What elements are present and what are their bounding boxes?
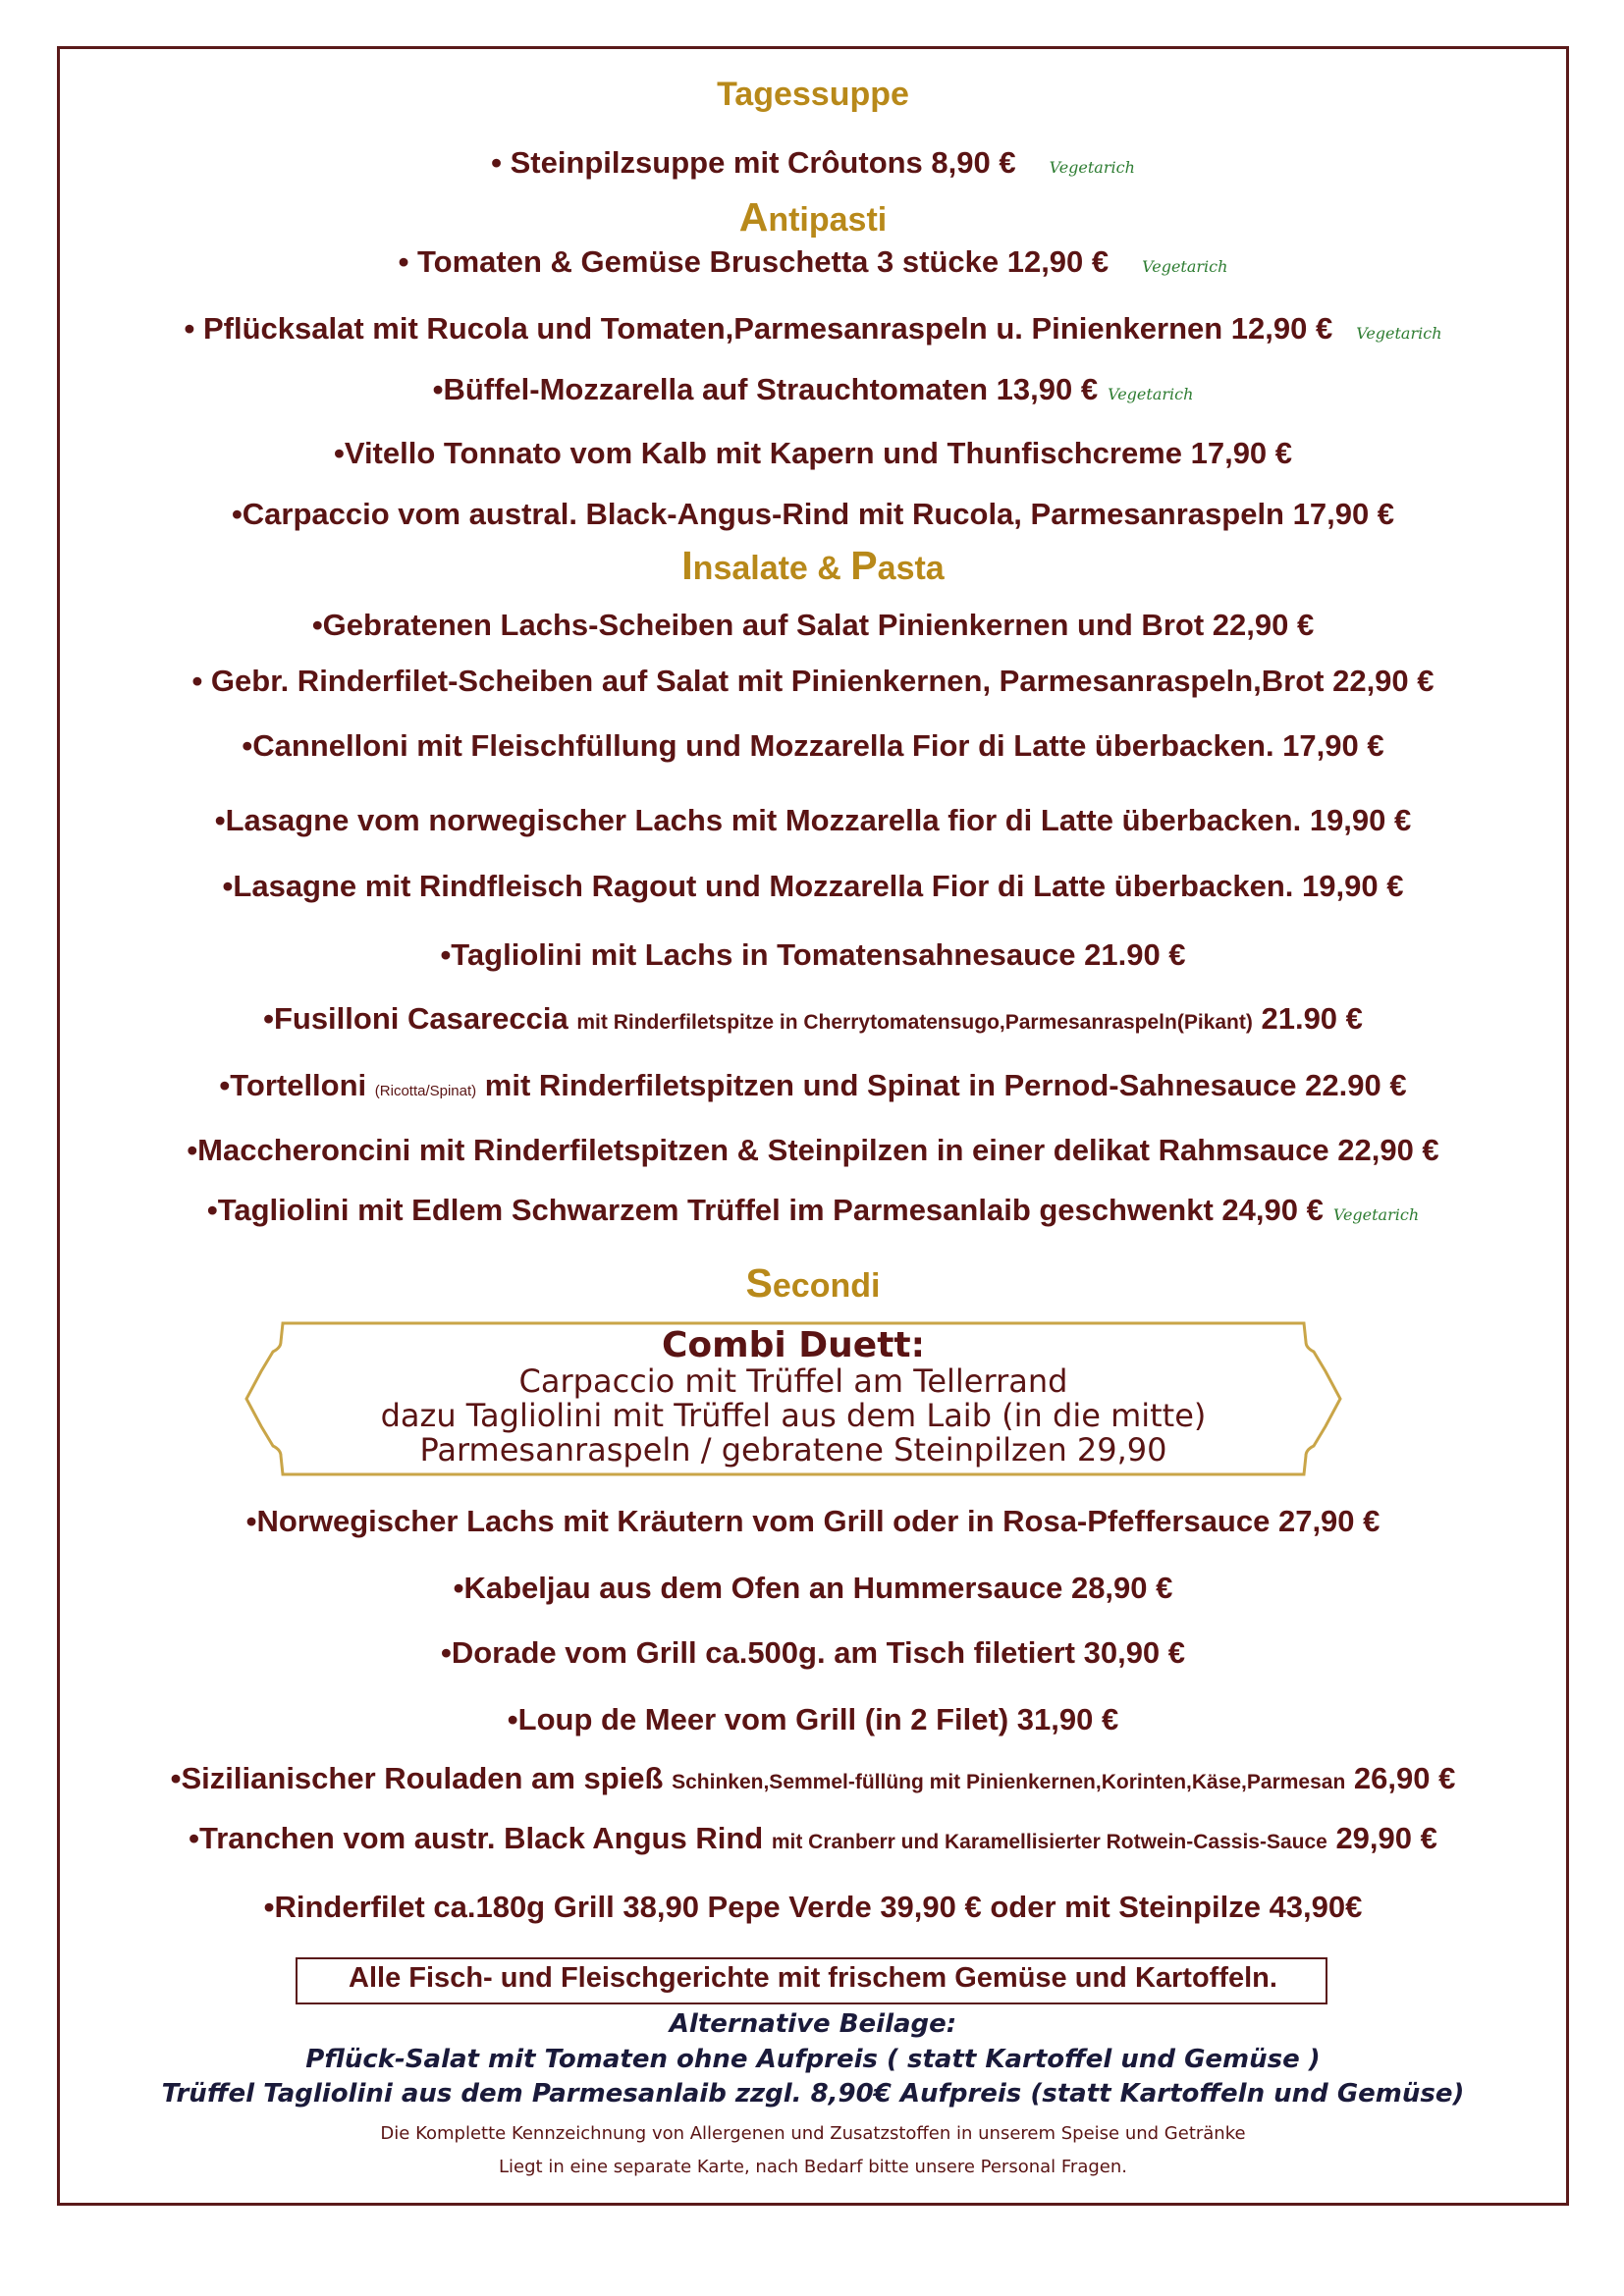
item-text: •Tranchen vom austr. Black Angus Rind — [189, 1821, 772, 1855]
item-description: (Ricotta/Spinat) — [374, 1083, 477, 1099]
vegetarian-label: Vegetarich — [1332, 1205, 1420, 1224]
vegetarian-label: Vegetarich — [1049, 158, 1135, 177]
menu-item-steinpilzsuppe — [57, 145, 1569, 181]
item-text: •Carpaccio vom austral. Black-Angus-Rind mit Rucola, Parmesanraspeln 17,90 € — [231, 497, 1395, 531]
section-tagessuppe — [57, 76, 1569, 114]
menu-item-cannelloni — [57, 728, 1569, 764]
item-text: • Pflücksalat mit Rucola und Tomaten,Parmesanraspeln u. Pinienkernen 12,90 € — [184, 311, 1333, 346]
menu-item-rinderfilet-salat — [57, 664, 1569, 699]
menu-item-tranchen — [57, 1821, 1569, 1856]
section-initial: P — [850, 543, 878, 588]
section-antipasti — [57, 194, 1569, 240]
menu-item-vitello-tonnato — [57, 436, 1569, 471]
menu-item-maccheroncini — [57, 1133, 1569, 1168]
menu-item-bueffel-mozzarella — [57, 372, 1569, 407]
item-text: •Tagliolini mit Edlem Schwarzem Trüffel im Parmesanlaib geschwenkt 24,90 € — [206, 1193, 1324, 1227]
allergen-note: Die Komplette Kennzeichnung von Allergenen und Zusatzstoffen in unserem Speise und Getränke — [380, 2123, 1246, 2144]
section-title: Tagessuppe — [717, 76, 909, 113]
section-title: ntipasti — [768, 201, 888, 239]
combi-duett-line: dazu Tagliolini mit Trüffel aus dem Laib (in die mitte) — [380, 1397, 1207, 1434]
item-text: •Büffel-Mozzarella auf Strauchtomaten 13,90 € — [432, 372, 1099, 406]
sides-note — [57, 1962, 1569, 1995]
section-title: nsalate & — [692, 550, 851, 587]
section-initial: S — [745, 1260, 773, 1306]
menu-item-lasagne-lachs — [57, 803, 1569, 838]
menu-item-tagliolini-trueffel — [57, 1193, 1569, 1228]
alternative-option: Pflück-Salat mit Tomaten ohne Aufpreis ( statt Kartoffel und Gemüse ) — [305, 2045, 1321, 2074]
alternative-title: Alternative Beilage: — [669, 2009, 957, 2039]
note-text: Alle Fisch- und Fleischgerichte mit frischem Gemüse und Kartoffeln. — [349, 1962, 1277, 1994]
menu-item-tagliolini-lachs — [57, 937, 1569, 973]
section-secondi — [57, 1260, 1569, 1307]
menu-item-fusilloni — [57, 1001, 1569, 1037]
item-text: •Gebratenen Lachs-Scheiben auf Salat Pinienkernen und Brot 22,90 € — [311, 608, 1315, 642]
combi-duett-title: Combi Duett: — [661, 1325, 926, 1365]
item-text: •Sizilianischer Rouladen am spieß — [170, 1761, 673, 1795]
combi-duett-line: Carpaccio mit Trüffel am Tellerrand — [518, 1362, 1068, 1400]
item-text: •Fusilloni Casareccia — [263, 1001, 577, 1036]
combi-duett-line: Parmesanraspeln / gebratene Steinpilzen 29,90 — [419, 1431, 1167, 1468]
item-text: •Lasagne vom norwegischer Lachs mit Mozzarella fior di Latte überbacken. 19,90 € — [214, 803, 1412, 837]
menu-item-lasagne-rind — [57, 869, 1569, 904]
alternative-option: Trüffel Tagliolini aus dem Parmesanlaib zzgl. 8,90€ Aufpreis (statt Kartoffeln und Gemüse) — [161, 2079, 1465, 2109]
section-initial: I — [681, 543, 693, 588]
menu-item-dorade — [57, 1635, 1569, 1671]
item-description: mit Cranberr und Karamellisierter Rotwein-Cassis-Sauce — [771, 1831, 1327, 1853]
menu-item-bruschetta — [57, 244, 1569, 280]
vegetarian-label: Vegetarich — [1142, 257, 1228, 276]
allergen-note: Liegt in eine separate Karte, nach Bedarf bitte unsere Personal Fragen. — [499, 2157, 1127, 2177]
item-text: •Tortelloni — [219, 1068, 375, 1102]
item-price: 29,90 € — [1326, 1821, 1437, 1855]
item-description: Schinken,Semmel-füllüng mit Pinienkernen,Korinten,Käse,Parmesan — [672, 1771, 1346, 1793]
menu-item-tortelloni — [57, 1068, 1569, 1103]
item-text: • Steinpilzsuppe mit Crôutons 8,90 € — [491, 145, 1016, 180]
menu-item-loup-de-meer — [57, 1702, 1569, 1737]
item-text: •Lasagne mit Rindfleisch Ragout und Mozzarella Fior di Latte überbacken. 19,90 € — [222, 869, 1404, 903]
vegetarian-label: Vegetarich — [1108, 385, 1194, 403]
menu-item-rouladen — [57, 1761, 1569, 1796]
item-text: •Tagliolini mit Lachs in Tomatensahnesauce 21.90 € — [440, 937, 1186, 972]
item-text: •Rinderfilet ca.180g Grill 38,90 Pepe Verde 39,90 € oder mit Steinpilze 43,90€ — [263, 1890, 1363, 1924]
item-text: • Gebr. Rinderfilet-Scheiben auf Salat mit Pinienkernen, Parmesanraspeln,Brot 22,90 € — [191, 664, 1435, 698]
menu-item-lachs-grill — [57, 1504, 1569, 1539]
section-title: asta — [877, 550, 945, 587]
item-text: •Norwegischer Lachs mit Kräutern vom Grill oder in Rosa-Pfeffersauce 27,90 € — [245, 1504, 1380, 1538]
item-text: •Cannelloni mit Fleischfüllung und Mozzarella Fior di Latte überbacken. 17,90 € — [242, 728, 1384, 763]
menu-item-kabeljau — [57, 1571, 1569, 1606]
menu-item-pflucksalat — [57, 311, 1569, 347]
item-text: •Maccheroncini mit Rinderfiletspitzen & Steinpilzen in einer delikat Rahmsauce 22,90 € — [187, 1133, 1439, 1167]
section-initial: A — [738, 194, 769, 240]
item-text: • Tomaten & Gemüse Bruschetta 3 stücke 12,90 € — [398, 244, 1110, 279]
item-price: 21.90 € — [1252, 1001, 1363, 1036]
item-price: 26,90 € — [1345, 1761, 1456, 1795]
section-insalate-pasta — [57, 543, 1569, 589]
item-text: •Dorade vom Grill ca.500g. am Tisch filetiert 30,90 € — [440, 1635, 1186, 1670]
menu-frame — [57, 46, 1569, 2206]
item-text: •Loup de Meer vom Grill (in 2 Filet) 31,90 € — [507, 1702, 1119, 1736]
menu-item-carpaccio — [57, 497, 1569, 532]
menu-item-lachs-salat — [57, 608, 1569, 643]
item-text: mit Rinderfiletspitzen und Spinat in Pernod-Sahnesauce 22.90 € — [476, 1068, 1407, 1102]
vegetarian-label: Vegetarich — [1356, 324, 1442, 343]
item-description: mit Rinderfiletspitze in Cherrytomatensugo,Parmesanraspeln(Pikant) — [576, 1011, 1253, 1034]
item-text: •Kabeljau aus dem Ofen an Hummersauce 28,90 € — [453, 1571, 1173, 1605]
section-title: econdi — [772, 1267, 881, 1305]
item-text: •Vitello Tonnato vom Kalb mit Kapern und Thunfischcreme 17,90 € — [333, 436, 1293, 470]
menu-item-rinderfilet — [57, 1890, 1569, 1925]
